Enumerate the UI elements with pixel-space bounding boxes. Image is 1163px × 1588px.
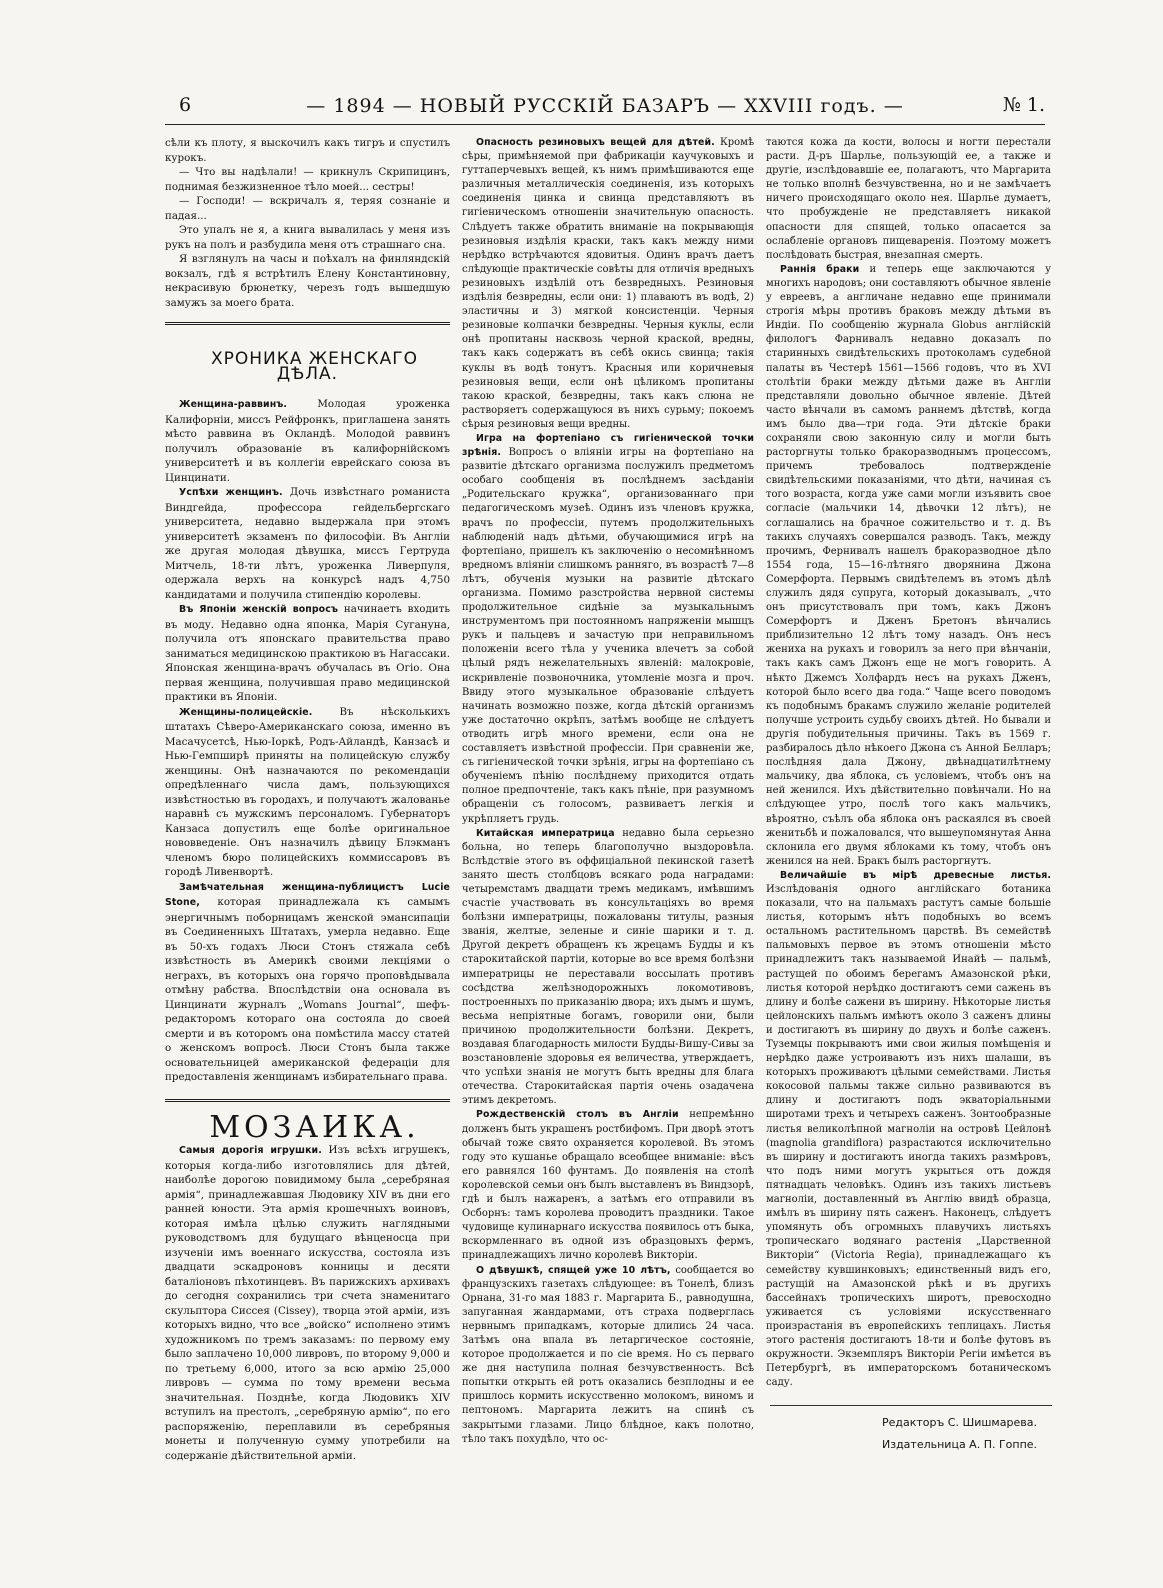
item-lead: Успѣхи женщинъ. [179, 487, 283, 498]
item-lead: Рождественскій столъ въ Англіи [476, 1109, 679, 1121]
column-1 [165, 136, 450, 1463]
item-lead: Игра на фортепіано съ гигіенической точки зрѣнія. [462, 432, 754, 459]
item-text: Дочь извѣстнаго романиста Виндгейда, профессора гейдельбергскаго университета, недавно выдержала при этомъ университетѣ экзаменъ по философіи. Въ Англіи же другая молодая дѣвушка, миссъ Гертруда Митчель, 18-ти лѣтъ, уроженка Ливерпуля, одержала верхъ на конкурсѣ надъ 4,750 кандидатами и получила стипендію королевы. [165, 486, 450, 601]
mozaika-item [462, 1108, 754, 1263]
item-lead: Въ Японіи женскій вопросъ [179, 604, 339, 615]
item-text: Изъ всѣхъ игрушекъ, которыя когда-либо изготовлялись для дѣтей, наиболѣе дорогою повидимому была „серебряная армія“, принадлежавшая Людовику XIV въ дни его ранней юности. Эта армія крошечныхъ воиновъ, которая имѣла цѣлью служить наглядными руководствомъ для будущаго вѣнценосца при изученіи имъ военнаго искусства, состояла изъ двадцати эскадроновъ конницы и десяти баталіоновъ пѣхотинцевъ. Въ парижскихъ архивахъ до сегодня сохранились три счета знаменитаго скульптора Сиссея (Cissey), творца этой арміи, изъ которыхъ видно, что все „войско“ исполнено этимъ художникомъ по тремъ заказамъ: по первому ему было заплачено 10,000 ливровъ, по второму 9,000 и по третьему 6,000, итого за всю армію 25,000 ливровъ — сумма по тому времени весьма значительная. Позднѣе, когда Людовикъ XIV вступилъ на престолъ, „серебряную армію“, по его распоряженію, переплавили въ серебряныя монеты и полученную сумму употребили на содержаніе дѣйствительной арміи. [165, 1144, 450, 1462]
item-text: Молодая уроженка Калифорніи, миссъ Рейфронкъ, приглашена занять мѣсто раввина въ Окландѣ. Молодой раввинъ получилъ образованіе въ калифорнійскомъ университетѣ и въ коллегіи еврейскаго союза въ Цинцинати. [165, 398, 450, 484]
mozaika-item [462, 136, 754, 432]
item-text: Въ нѣсколькихъ штатахъ Сѣверо-Американскаго союза, именно въ Масачусетсѣ, Нью-Іоркѣ, Родъ-Айландѣ, Канзасѣ и Нью-Гемпширѣ приняты на полицейскую службу женщины. Онѣ назначаются по рекомендаціи опредѣленнаго числа дамъ, пользующихся извѣстностью въ городахъ, и получаютъ жалованье наравнѣ съ мужскимъ персоналомъ. Губернаторъ Канзаса допустилъ еще болѣе оригинальное нововведеніе. Онъ назначилъ дѣвицу Блэкманъ членомъ бюро полицейскихъ коммиссаровъ въ городѣ Ливенвортѣ. [165, 705, 450, 878]
signature-block [882, 1412, 1052, 1456]
issue-number: № 1. [1002, 94, 1045, 116]
section-title-chronicle: ХРОНИКА ЖЕНСКАГО ДѢЛА. [210, 349, 419, 384]
story-paragraph: — Что вы надѣлали! — крикнулъ Скрипицинъ, поднимая безжизненное тѣло моей... сестры! [165, 166, 450, 193]
editor-credit: Редакторъ С. Шишмарева. [882, 1416, 1037, 1429]
column-3 [766, 136, 1051, 1390]
item-text: Вопросъ о вліяніи игры на фортепіано на развитіе дѣтскаго организма послужилъ предметомъ особаго сообщенія въ послѣднемъ засѣданіи „Родительскаго кружка“, организованнаго при педагогическомъ музеѣ. Одинъ изъ членовъ кружка, врачъ по профессіи, путемъ продолжительныхъ наблюденій надъ дѣтьми, обучающимися игрѣ на фортепіано, пришелъ къ заключенію о несомнѣнномъ вредномъ вліяніи слишкомъ ранняго, въ возрастѣ 7—8 лѣтъ, обученія музыки на развитіе дѣтскаго организма. Помимо разстройства нервной системы продолжительное сидѣніе за музыкальнымъ инструментомъ при постоянномъ напряженіи мышцъ рукъ и пальцевъ и зачастую при неправильномъ положеніи всего тѣла у ученика влечетъ за собой цѣлый рядъ нежелательныхъ явленій: малокровіе, искривленіе позвоночника, утомленіе мозга и проч. Ввиду этого музыкальное образованіе слѣдуетъ начинать возможно позже, когда дѣтскій организмъ уже достаточно окрѣпъ, затѣмъ вообще не слѣдуетъ отводить игрѣ много времени, если она не составляетъ извѣстной профессіи. При сравненіи же, съ гигіенической точки зрѣнія, игры на фортепіано съ обученіемъ пѣнію послѣднему приходится отдать полное предпочтеніе, такъ какъ пѣніе, при разумномъ обращеніи съ голосомъ, развиваетъ легкія и укрѣпляетъ грудь. [462, 447, 754, 825]
item-lead: Женщина-раввинъ. [179, 399, 288, 410]
chronicle-item [165, 485, 450, 602]
column-2 [462, 136, 754, 1447]
item-text: Изслѣдованія одного англійскаго ботаника показали, что на пальмахъ растутъ самые большіе листья, которымъ нѣтъ подобныхъ во всемъ остальномъ растительномъ царствѣ. Въ семействѣ пальмовыхъ первое въ этомъ отношеніи мѣсто принадлежитъ такъ называемой Инайѣ — пальмѣ, растущей по обоимъ берегамъ Амазонской рѣки, листья которой нерѣдко достигаютъ семи сажень въ длину и болѣе сажени въ ширину. Нѣкоторые листья цейлонскихъ пальмъ имѣютъ около 3 саженъ длины и достигаютъ въ ширину до двухъ и болѣе саженъ. Туземцы покрываютъ ими свои жилыя помѣщенія и нерѣдко даже устроиваютъ изъ нихъ шалаши, въ которыхъ проживаютъ цѣлыми семействами. Листья кокосовой пальмы также сильно развиваются въ длину и достигаютъ подъ экваторіальными широтами трехъ и четырехъ саженъ. Зонтообразные листья великолѣпной магноліи на островѣ Цейлонѣ (magnolia grandiflora) разрастаются исключительно въ ширину и достигаютъ иногда такихъ размѣровъ, что подъ ними могутъ укрыться отъ дождя пятнадцать человѣкъ. Одинъ изъ такихъ листьевъ магноліи, доставленный въ Англію ввидѣ образца, имѣлъ въ ширину пять саженъ. Наконецъ, слѣдуетъ упомянуть объ огромныхъ плавучихъ листьяхъ тропическаго водянаго растенія „Царственной Викторіи“ (Victoria Regia), принадлежащаго къ семейству кувшинковыхъ; единственный видъ его, растущій на Амазонской рѣкѣ и въ другихъ бассейнахъ тропическихъ широтъ, превосходно уживается съ условіями искусственнаго произрастанія въ европейскихъ теплицахъ. Листья этого растенія достигаютъ 18-ти и болѣе футовъ въ окружности. Экземпляръ Викторіи Регіи имѣется въ Петербургѣ, въ императорскомъ ботаническомъ саду. [766, 883, 1051, 1389]
story-paragraph: сѣли къ плоту, я выскочилъ какъ тигръ и спустилъ курокъ. [165, 137, 450, 164]
mozaika-item [766, 263, 1051, 869]
item-lead: Женщины-полицейскіе. [179, 706, 313, 718]
chronicle-item [165, 880, 450, 1085]
story-paragraph: — Господи! — вскричалъ я, теряя сознаніе и падая... [165, 195, 450, 222]
item-text: которая принадлежала къ самымъ энергичнымъ поборницамъ женской эмансипаціи въ Соединенныхъ Штатахъ, умерла недавно. Еще въ 50-хъ годахъ Люси Стонъ стяжала себѣ извѣстность въ Америкѣ своими лекціями о неграхъ, въ которыхъ она горячо проповѣдывала отмѣну рабства. Впослѣдствіи она основала въ Цинцинати журналъ „Womans Journal“, шефъ-редакторомъ котораго она состояла до своей смерти и въ которомъ она помѣстила массу статей о женскомъ вопросѣ. Люси Стонъ была также основательницей американской федераціи для предоставленія женщинамъ избирательнаго права. [165, 896, 450, 1083]
mozaika-item [766, 869, 1051, 1390]
item-text: таются кожа да кости, волосы и ногти перестали расти. Д-ръ Шарлье, пользующій ее, а также и другіе, изслѣдовавшіе ее, полагаютъ, что Маргарита не только вполнѣ безчувственна, но и не замѣчаетъ ничего происходящаго около нея. Шарлье думаетъ, что пробужденіе не представляетъ никакой опасности для спящей, только опасается за ослабленіе органовъ пищеваренія. Поэтому можетъ послѣдовать быстрая, внезапная смерть. [766, 137, 1051, 261]
item-text: и теперь еще заключаются у многихъ народовъ; они составляютъ обычное явленіе у евреевъ, а англичане недавно еще принимали строгія мѣры противъ браковъ между дѣтьми въ Индіи. По сообщенію журнала Globus англійскій филологъ Фарнивалъ недавно доказалъ по старинныхъ свидѣтельскихъ протоколамъ судебной палаты въ Честерѣ 1561—1566 годовъ, что въ XVI столѣтіи браки между дѣтьми даже въ Англіи представляли довольно обычное явленіе. Дѣтей часто вѣнчали въ самомъ раннемъ дѣтствѣ, когда имъ было два—три года. Эти дѣтскіе браки сохраняли свою законную силу и могли быть расторгнуты только бракоразводнымъ процессомъ, причемъ требовалось подтвержденіе свидѣтельскими показаніями, что дѣти, начиная съ того возраста, когда уже сами могли изъявить свое согласіе (мальчики 14, дѣвочки 12 лѣтъ), не соглашались на брачное сожительство и т. д. Въ такихъ случаяхъ совершался разводъ. Такъ, между прочимъ, Фернивалъ нашелъ бракоразводное дѣло 1554 года, 15—16-лѣтняго дворянина Джона Сомерфорта. Первымъ свидѣтелемъ въ этомъ дѣлѣ служилъ дядя супруга, который доказывалъ, „что онъ присутствовалъ при томъ, какъ Джонъ Сомерфортъ и Дженъ Бретонъ вѣнчались приблизительно 12 лѣтъ тому назадъ. Онъ несъ жениха на рукахъ и говорилъ за него при вѣнчаніи, такъ какъ самъ Джонъ еще не могъ говорить. А нѣкто Джемсъ Холфардъ несъ на рукахъ Дженъ, которой было всего два года.“ Чаще всего поводомъ къ подобнымъ бракамъ служило желаніе родителей получше устроить судьбу своихъ дѣтей. Но бывали и другія побудительныя причины. Такъ въ 1569 г. разбиралось дѣло нѣкоего Джона съ Анной Белларъ; послѣдняя дала Джону, двѣнадцатилѣтнему мальчику, два яблока, съ условіемъ, чтобъ онъ на ней женился. Ихъ дѣйствительно повѣнчали. Но на слѣдующее утро, послѣ того какъ мальчикъ, вѣроятно, съѣлъ оба яблока онъ раскаялся въ своей женитьбѣ и пожаловался, что вышеупомянутая Анна склонила его двумя яблоками къ тому, чтобъ онъ женился на ней. Бракъ былъ расторгнутъ. [766, 263, 1052, 867]
item-lead: Опасность резиновыхъ вещей для дѣтей. [476, 137, 715, 148]
chronicle-item [165, 705, 450, 880]
item-text: недавно была серьезно больна, но теперь благополучно выздоровѣла. Вслѣдствіе этого въ оффиціальной пекинской газетѣ занято шесть столбцовъ всякаго рода наградами: четыремстамъ двадцати тремъ медикамъ, имѣвшимъ счастіе участвовать въ консультаціяхъ во время болѣзни императрицы, пожалованы титулы, разныя званія, желтые, зеленые и синіе шарики и т. д. Другой декретъ обращенъ къ жрецамъ Будды и къ старокитайской партіи, которые во все время болѣзни императрицы не переставали воссылать противъ сосѣдства желѣзнодорожныхъ локомотивовъ, построенныхъ по приказанію двора; ихъ дымъ и шумъ, весьма непріятные богамъ, говорили они, были причиною продолжительности болѣзни. Декретъ, воздавая благодарность милости Будды-Вишу-Сивы за возстановленіе здоровья ея величества, утверждаетъ, что успѣхи знанія не могутъ быть вредны для блага отечества. Старокитайская партія очень озадачена этимъ декретомъ. [462, 827, 754, 1107]
chronicle-item [165, 602, 450, 705]
page-header [165, 94, 1045, 125]
item-lead: Китайская императрица [476, 827, 615, 839]
item-lead: Самыя дорогія игрушки. [179, 1145, 322, 1156]
item-lead: Величайшіе въ мірѣ древесные листья. [780, 869, 1051, 881]
publisher-credit: Издательница А. П. Гоппе. [882, 1438, 1038, 1451]
item-text: Кромѣ сѣры, примѣняемой при фабрикаціи каучуковыхъ и гуттаперчевыхъ вещей, къ нимъ примѣшиваются еще различныя металлическія соединенія, изъ которыхъ соединенія цинка и свинца представляютъ въ гигіеническомъ отношеніи значительную опасность. Слѣдуетъ также обратить вниманіе на покрывающія резиновыя издѣлія краски, такъ какъ между ними нерѣдко встрѣчаются ядовитыя. Одинъ врачъ даетъ слѣдующіе практическіе совѣты для отличія вредныхъ резиновыхъ издѣлій отъ безвредныхъ. Резиновыя издѣлія безвредны, если они: 1) плаваютъ въ водѣ, 2) эластичны и 3) мягкой консистенціи. Черныя резиновые колпачки безвредны. Черныя куклы, если онѣ пропитаны насквозь черной краской, вредны, такъ какъ содержатъ въ себѣ окись свинца; такія куклы въ водѣ тонутъ. Красныя или коричневыя резиновыя вещи, если онѣ цѣликомъ пропитаны такою краской, безвредны, такъ какъ слюна не растворяетъ содержащуюся въ нихъ сурьму; покоемъ сѣрыя резиновыя вещи вредны. [462, 137, 754, 430]
item-text: сообщается во французскихъ газетахъ слѣдующее: въ Тонелѣ, близъ Орнана, 31-го мая 1883 г. Маргарита Б., равнодушна, запуганная жандармами, отъ страха подверглась нервнымъ припадкамъ, которые длились 24 часа. Затѣмъ она впала въ летаргическое состояніе, которое продолжается и по сіе время. Но съ перваго же дня наступила полная безчувственность. Всѣ попытки открыть ей ротъ оказались безплодны и ее пришлось кормить искусственно молокомъ, виномъ и пептономъ. Маргарита лежитъ на спинѣ съ закрытыми глазами. Лицо блѣдное, какъ полотно, тѣло такъ похудѣло, что ос- [462, 1264, 755, 1445]
mozaika-item [462, 827, 754, 1109]
signature-divider [770, 1405, 1052, 1406]
item-lead: Замѣчательная женщина-публицистъ Lucie Stone, [165, 881, 450, 908]
item-lead: Раннія браки [780, 263, 860, 275]
item-text: непремѣнно долженъ быть украшенъ ростбифомъ. При дворѣ этотъ обычай тоже свято охраняется королевой. Въ этомъ году это кушанье обращало всеобщее вниманіе: вѣсъ его равнялся 160 фунтамъ. До появленія на столѣ королевской семьи онъ былъ выставленъ въ Виндзорѣ, гдѣ и былъ нажаренъ, а затѣмъ его отправили въ Осборнъ: тамъ королева проводитъ праздники. Такое чудовище кулинарнаго искусства появилось отъ быка, вскормленнаго въ одной изъ образцовыхъ фермъ, принадлежащихъ лично королевѣ Викторіи. [462, 1109, 754, 1262]
story-paragraph: Я взглянулъ на часы и поѣхалъ на финляндскій вокзалъ, гдѣ я встрѣтилъ Елену Константиновну, некрасивую брюнетку, черезъ годъ вышедшую замужъ за моего брата. [165, 253, 450, 309]
mozaika-item [766, 136, 1051, 263]
story-paragraph: Это упалъ не я, а книга вывалилась у меня изъ рукъ на полъ и разбудила меня отъ страшнаго сна. [165, 224, 450, 251]
mozaika-item [462, 1264, 754, 1447]
item-lead: О дѣвушкѣ, спящей уже 10 лѣтъ, [476, 1264, 671, 1276]
mozaika-item [462, 432, 754, 827]
section-title-mozaika: МОЗАИКА. [209, 1109, 420, 1145]
item-text: начинаетъ входить въ моду. Недавно одна японка, Марія Сугануна, получила отъ японскаго правительства право заниматься медицинскою практикою въ Нагассаки. Японская женщина-врачъ обучалась въ Огіо. Она первая женщина, получившая право медицинской практики въ Японіи. [165, 603, 450, 703]
running-title: — 1894 — НОВЫЙ РУССКІЙ БАЗАРЪ — XXVIII годъ. — [306, 95, 904, 117]
page-number: 6 [179, 94, 192, 116]
chronicle-item [165, 397, 450, 485]
mozaika-item [165, 1143, 450, 1463]
